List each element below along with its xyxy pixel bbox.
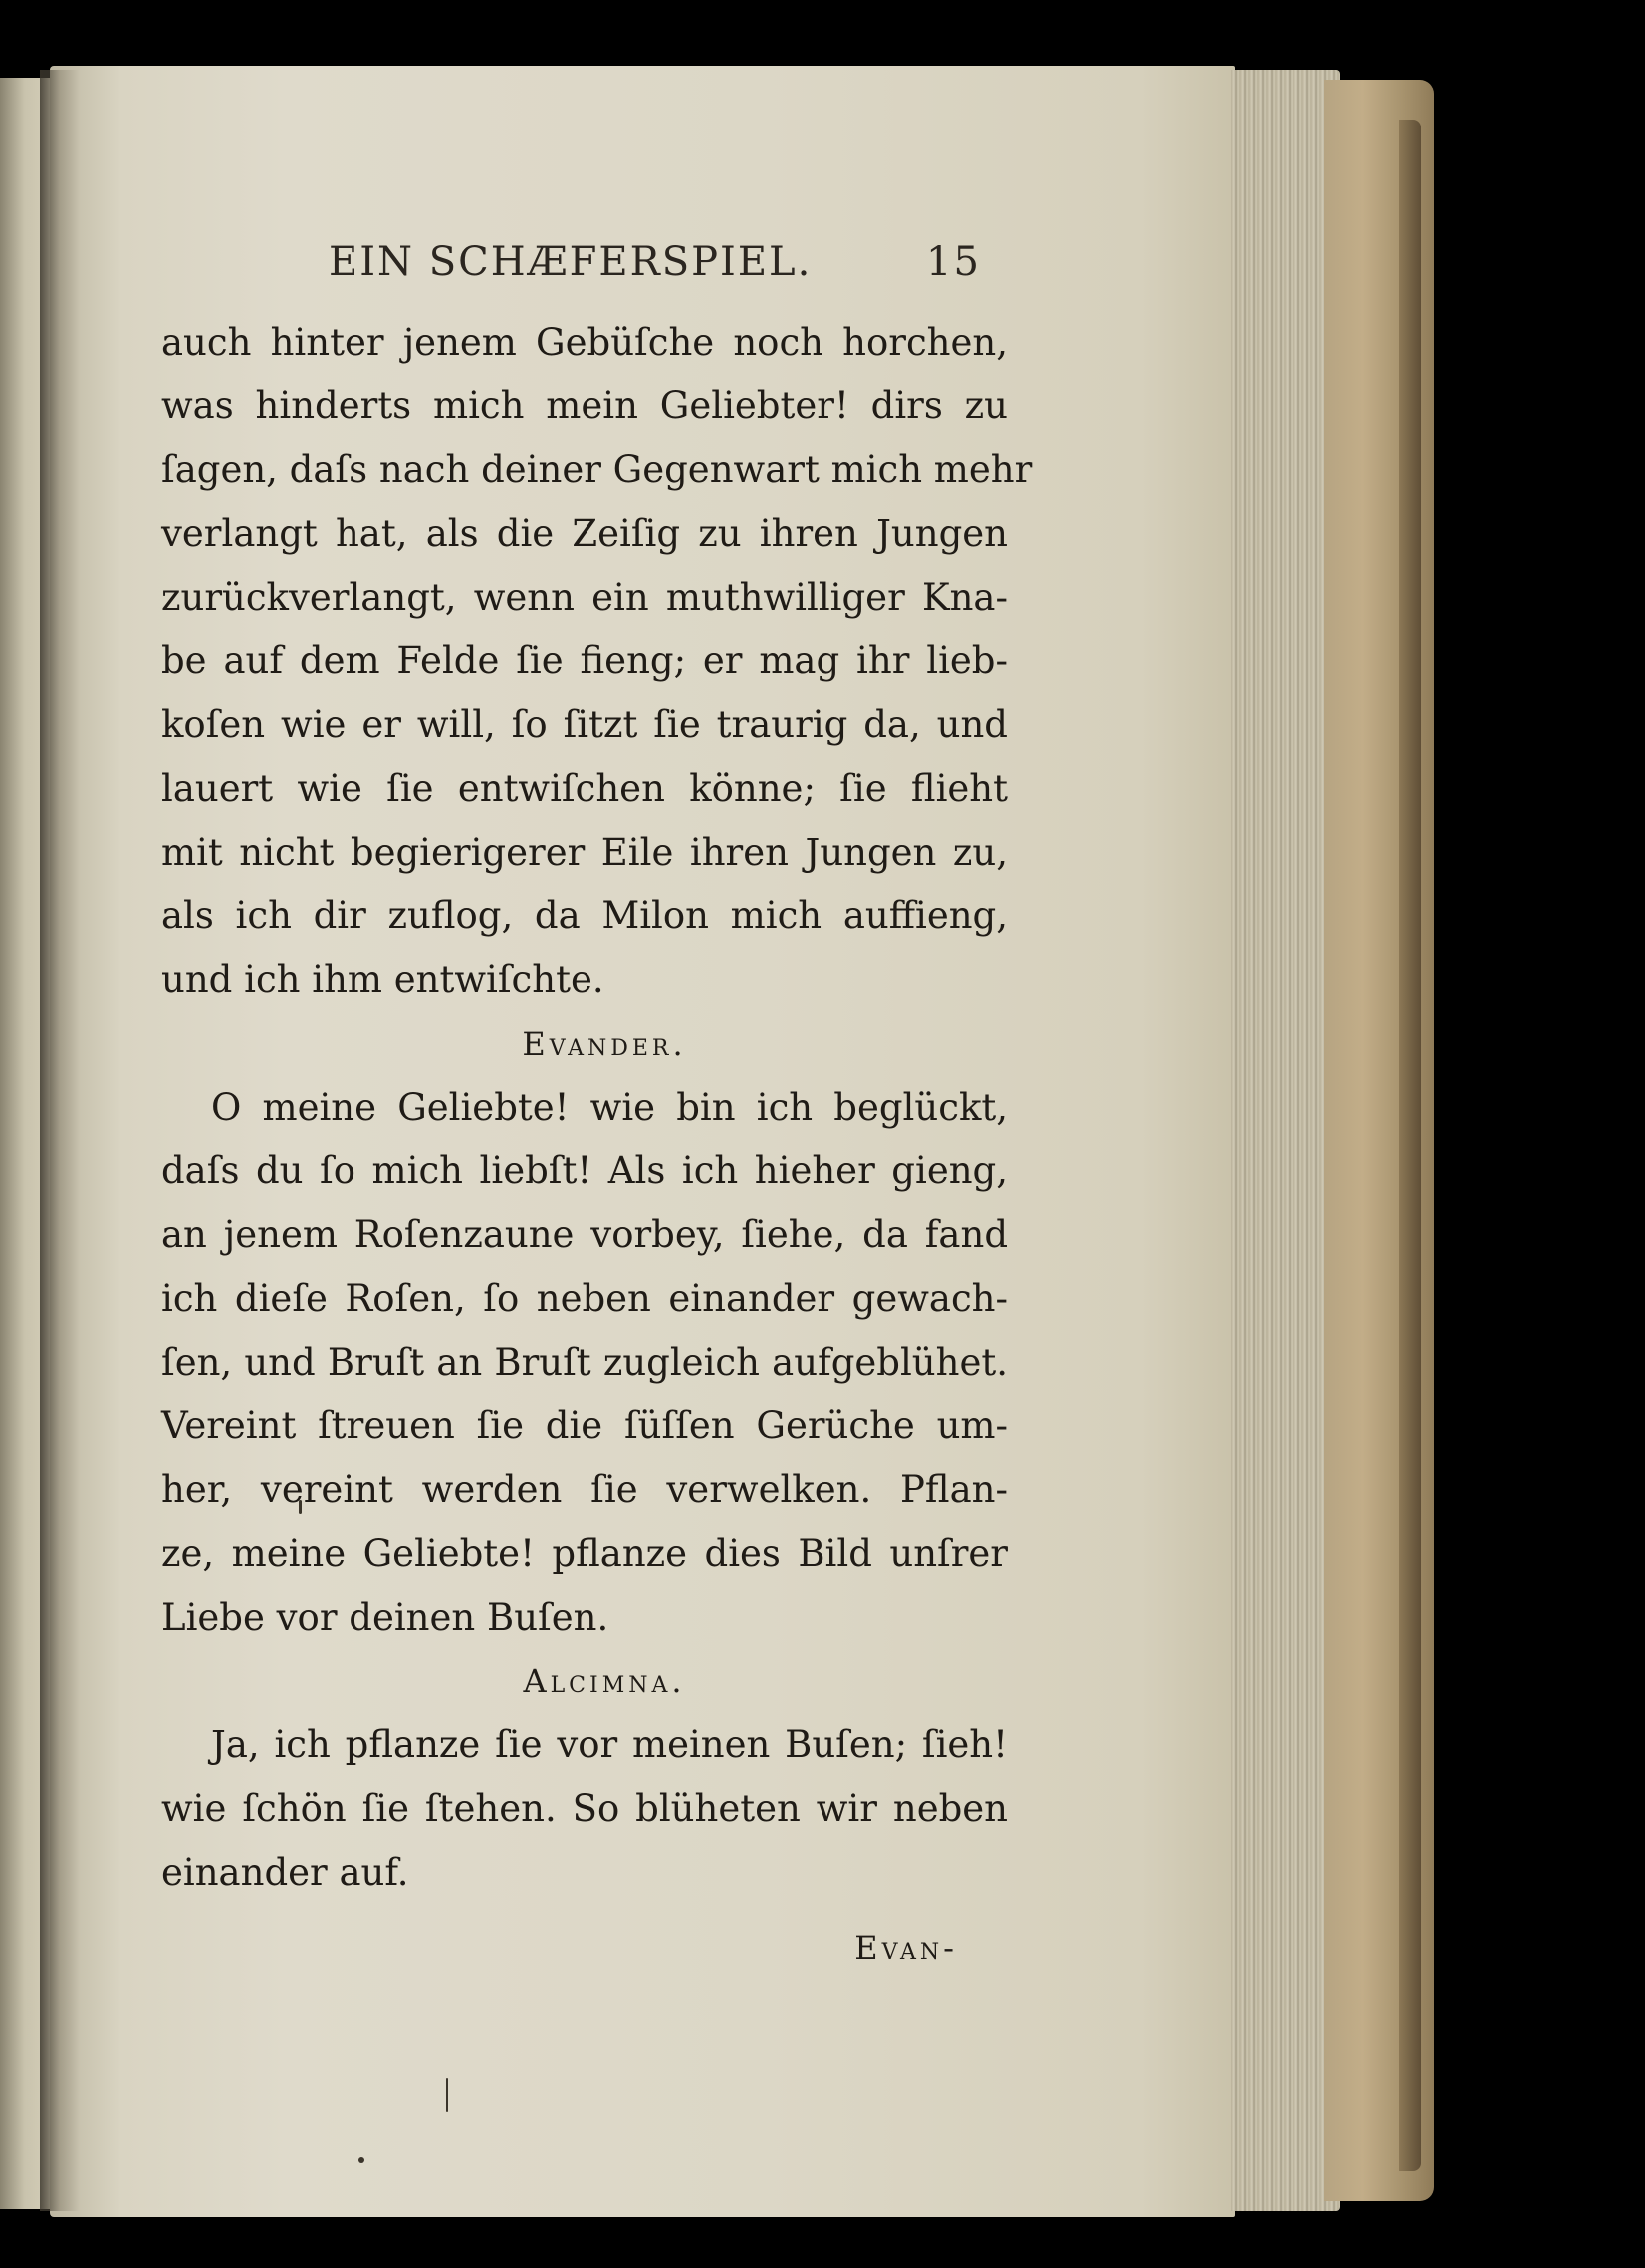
text-line: ſen, und Bruſt an Bruſt zugleich aufgeblühet. [161,1341,1008,1384]
text-line: her, vereint werden ſie verwelken. Pflan- [161,1468,1008,1511]
body-text [161,311,1033,1980]
text-line: mit nicht begierigerer Eile ihren Jungen zu, [161,831,1008,874]
speaker-heading: Alcimna. [523,1662,686,1700]
text-line: Liebe vor deinen Buſen. [161,1596,609,1638]
text-line: verlangt hat, als die Zeiſig zu ihren Jungen [161,512,1008,555]
ink-speck [358,2157,364,2163]
text-line: lauert wie ſie entwiſchen könne; ſie flieht [161,767,1008,810]
speaker-heading: Evander. [522,1025,687,1063]
text-line: ich dieſe Roſen, ſo neben einander gewach- [161,1277,1008,1320]
book-cover-edge [1399,120,1421,2171]
text-line: wie ſchön ſie ſtehen. So blüheten wir neben [161,1787,1008,1830]
text-line: was hinderts mich mein Geliebter! dirs zu [161,384,1008,427]
text-line: an jenem Roſenzaune vorbey, ſiehe, da fand [161,1213,1008,1256]
text-line: Ja, ich pflanze ſie vor meinen Buſen; ſieh! [211,1723,1008,1766]
text-line: ze, meine Geliebte! pflanze dies Bild unſrer [161,1532,1008,1575]
text-line: auch hinter jenem Gebüſche noch horchen, [161,321,1008,364]
running-header [329,239,1026,299]
page-number: 15 [926,239,981,285]
text-line: O meine Geliebte! wie bin ich beglückt, [211,1086,1008,1129]
text-line: und ich ihm entwiſchte. [161,958,604,1001]
ink-speck [446,2078,448,2112]
text-line: als ich dir zuflog, da Milon mich auffieng, [161,894,1008,937]
text-line: Vereint ſtreuen ſie die ſüſſen Gerüche um- [161,1404,1008,1447]
running-title: EIN SCHÆFERSPIEL. [329,239,813,285]
catchword: Evan- [854,1929,958,1967]
text-line: daſs du ſo mich liebſt! Als ich hieher gieng, [161,1149,1008,1192]
text-line: ſagen, daſs nach deiner Gegenwart mich mehr [161,448,1033,491]
text-line: zurückverlangt, wenn ein muthwilliger Kna- [161,576,1008,619]
text-line: koſen wie er will, ſo ſitzt ſie traurig da, und [161,703,1008,746]
text-line: einander auf. [161,1851,409,1893]
text-line: be auf dem Felde ſie fieng; er mag ihr lieb- [161,639,1008,682]
binding-gutter [40,70,80,2211]
